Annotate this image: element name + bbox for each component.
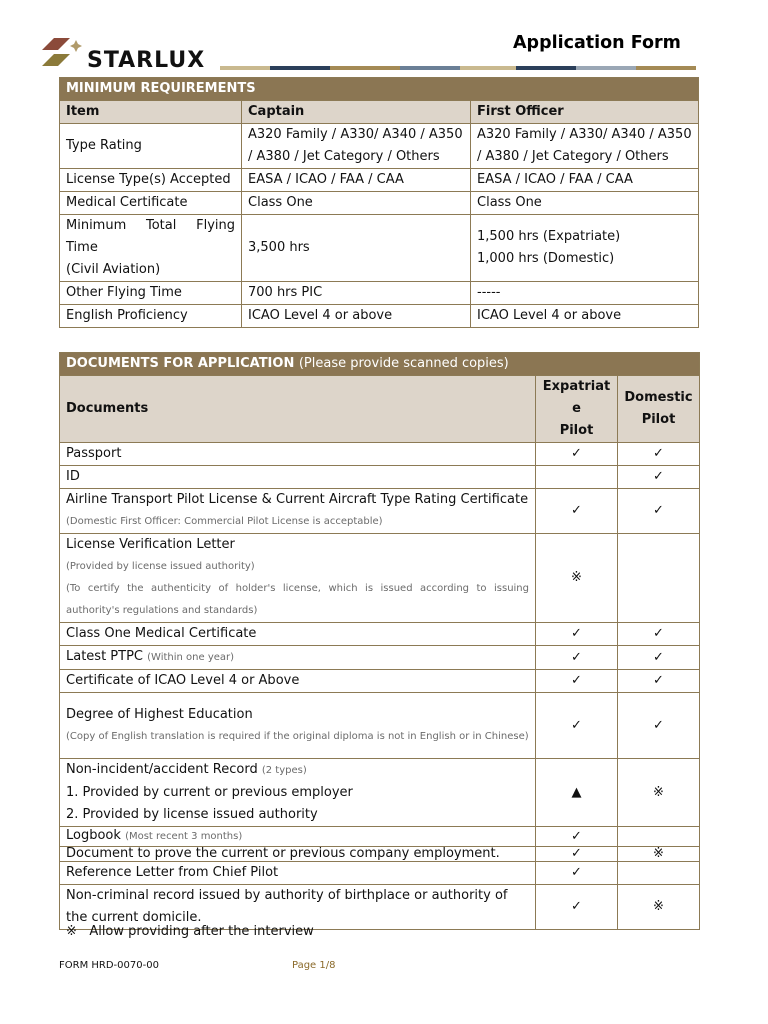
table-row	[60, 827, 700, 847]
table-row	[60, 534, 700, 623]
check-icon: ✓	[536, 623, 618, 646]
doc-line: 1. Provided by current or previous employer	[66, 785, 353, 800]
table-row	[60, 124, 699, 169]
item-cell: License Type(s) Accepted	[60, 169, 242, 192]
item-cell: Medical Certificate	[60, 192, 242, 215]
item-cell: Type Rating	[60, 124, 242, 169]
table-row	[60, 862, 700, 885]
col-expat-line: Pilot	[559, 423, 594, 438]
doc-cell	[60, 827, 536, 847]
reference-mark-icon: ※	[66, 924, 77, 939]
doc-cell	[60, 534, 536, 623]
col-captain: Captain	[242, 101, 471, 124]
footnote-text: Allow providing after the interview	[89, 924, 314, 939]
empty-cell	[536, 466, 618, 489]
doc-note: (Most recent 3 months)	[125, 831, 243, 842]
item-cell: English Proficiency	[60, 305, 242, 328]
col-item: Item	[60, 101, 242, 124]
doc-cell: Reference Letter from Chief Pilot	[60, 862, 536, 885]
table-row	[60, 670, 700, 693]
check-icon: ✓	[618, 693, 700, 759]
check-icon: ✓	[536, 489, 618, 534]
doc-title: Logbook	[66, 828, 121, 843]
check-icon: ✓	[536, 847, 618, 862]
empty-cell	[618, 827, 700, 847]
documents-subtitle: (Please provide scanned copies)	[298, 356, 509, 371]
item-cell: Other Flying Time	[60, 282, 242, 305]
table-row	[60, 847, 700, 862]
documents-table	[59, 352, 700, 930]
captain-cell: A320 Family / A330/ A340 / A350 / A380 / Jet Category / Others	[242, 124, 471, 169]
form-code: FORM HRD-0070-00	[59, 960, 159, 971]
fo-cell: ICAO Level 4 or above	[471, 305, 699, 328]
table-row	[60, 693, 700, 759]
captain-cell: ICAO Level 4 or above	[242, 305, 471, 328]
table-row	[60, 443, 700, 466]
table-row	[60, 169, 699, 192]
doc-note: (2 types)	[261, 765, 307, 776]
header-stripe	[220, 66, 696, 70]
col-expat-line: Expatriat	[542, 379, 611, 394]
check-icon: ✓	[536, 862, 618, 885]
triangle-icon: ▲	[536, 759, 618, 827]
footnote	[66, 924, 314, 939]
doc-cell: Certificate of ICAO Level 4 or Above	[60, 670, 536, 693]
col-expat-line: e	[572, 401, 581, 416]
table-row	[60, 885, 700, 930]
item-line: Minimum Total Flying	[66, 218, 235, 233]
doc-cell: Document to prove the current or previous company employment.	[60, 847, 536, 862]
doc-note: (Within one year)	[147, 652, 235, 663]
page-number: Page 1/8	[292, 960, 336, 971]
page-header	[0, 0, 768, 76]
form-title: Application Form	[513, 33, 681, 53]
table-row	[60, 623, 700, 646]
doc-note: (Provided by license issued authority)	[66, 561, 255, 572]
captain-cell: 700 hrs PIC	[242, 282, 471, 305]
doc-line: 2. Provided by license issued authority	[66, 807, 318, 822]
table-row	[60, 215, 699, 282]
table-row	[60, 192, 699, 215]
documents-title-text: DOCUMENTS FOR APPLICATION	[66, 356, 295, 371]
item-cell	[60, 215, 242, 282]
col-dom-line: Domestic	[624, 390, 693, 405]
fo-cell: A320 Family / A330/ A340 / A350 / A380 / Jet Category / Others	[471, 124, 699, 169]
check-icon: ✓	[536, 646, 618, 670]
doc-cell	[60, 759, 536, 827]
check-icon: ✓	[536, 693, 618, 759]
documents-title	[60, 353, 700, 376]
fo-cell: -----	[471, 282, 699, 305]
reference-mark-icon: ※	[618, 885, 700, 930]
check-icon: ✓	[536, 885, 618, 930]
doc-note: (To certify the authenticity of holder's license, which is issued according to issuing authority's regulations and standards)	[66, 583, 529, 616]
check-icon: ✓	[618, 646, 700, 670]
fo-line: 1,000 hrs (Domestic)	[477, 251, 615, 266]
doc-title: Airline Transport Pilot License & Current Aircraft Type Rating Certificate	[66, 492, 529, 507]
table-row	[60, 466, 700, 489]
captain-cell: EASA / ICAO / FAA / CAA	[242, 169, 471, 192]
check-icon: ✓	[536, 827, 618, 847]
empty-cell	[618, 534, 700, 623]
col-dom-line: Pilot	[641, 412, 676, 427]
reference-mark-icon: ※	[618, 759, 700, 827]
fo-cell: Class One	[471, 192, 699, 215]
requirements-table	[59, 77, 699, 328]
reference-mark-icon: ※	[536, 534, 618, 623]
doc-cell	[60, 489, 536, 534]
doc-cell: ID	[60, 466, 536, 489]
col-domestic-pilot	[618, 376, 700, 443]
doc-cell: Class One Medical Certificate	[60, 623, 536, 646]
fo-line: 1,500 hrs (Expatriate)	[477, 229, 621, 244]
doc-note: (Domestic First Officer: Commercial Pilot License is acceptable)	[66, 516, 383, 527]
col-expatriate-pilot	[536, 376, 618, 443]
fo-cell: EASA / ICAO / FAA / CAA	[471, 169, 699, 192]
check-icon: ✓	[618, 670, 700, 693]
doc-cell: Passport	[60, 443, 536, 466]
empty-cell	[618, 862, 700, 885]
check-icon: ✓	[536, 443, 618, 466]
doc-title: Latest PTPC	[66, 649, 144, 664]
table-row	[60, 759, 700, 827]
doc-title: License Verification Letter	[66, 537, 235, 552]
doc-title: Degree of Highest Education	[66, 706, 253, 722]
requirements-title: MINIMUM REQUIREMENTS	[60, 78, 699, 101]
fo-cell	[471, 215, 699, 282]
table-row	[60, 305, 699, 328]
col-first-officer: First Officer	[471, 101, 699, 124]
check-icon: ✓	[536, 670, 618, 693]
doc-title: Non-incident/accident Record	[66, 762, 258, 777]
logo-text: STARLUX	[87, 48, 206, 73]
table-row	[60, 282, 699, 305]
doc-note: (Copy of English translation is required if the original diploma is not in English or in Chinese)	[66, 730, 529, 742]
item-line: Time	[66, 240, 98, 255]
table-row	[60, 489, 700, 534]
doc-cell	[60, 693, 536, 759]
captain-cell: 3,500 hrs	[242, 215, 471, 282]
check-icon: ✓	[618, 443, 700, 466]
check-icon: ✓	[618, 466, 700, 489]
col-documents: Documents	[60, 376, 536, 443]
check-icon: ✓	[618, 623, 700, 646]
table-row	[60, 646, 700, 670]
check-icon: ✓	[618, 489, 700, 534]
doc-cell	[60, 646, 536, 670]
captain-cell: Class One	[242, 192, 471, 215]
item-line: (Civil Aviation)	[66, 262, 161, 277]
doc-cell: Non-criminal record issued by authority of birthplace or authority of the current domicile.	[60, 885, 536, 930]
reference-mark-icon: ※	[618, 847, 700, 862]
